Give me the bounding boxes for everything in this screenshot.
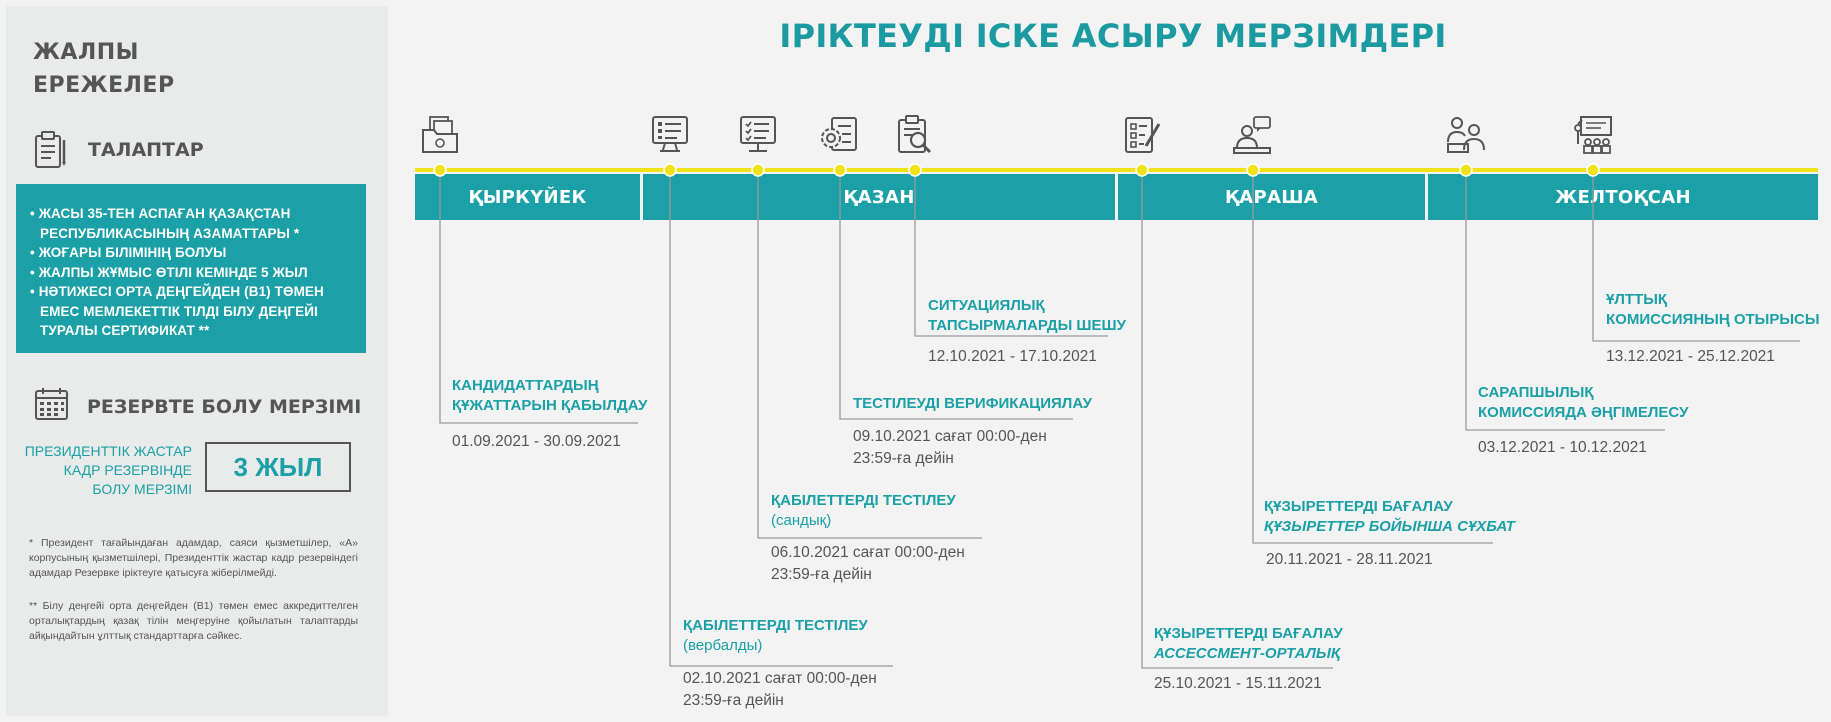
event-date-interview: 20.11.2021 - 28.11.2021 (1266, 551, 1433, 568)
event-date-expert-commission: 03.12.2021 - 10.12.2021 (1478, 439, 1647, 456)
month-december: ЖЕЛТОҚСАН (1428, 174, 1818, 220)
reserve-value: 3 ЖЫЛ (205, 442, 351, 492)
footnote-2: ** Білу деңгейі орта деңгейден (B1) төмен емес аккредиттелген орталықтардың қазақ тілін меңгеруіне қойылатын талаптарды айқындайтын ұлттық стандарттарға сәйкес. (29, 600, 358, 642)
panel-title: ЖАЛПЫ ЕРЕЖЕЛЕР (33, 40, 175, 98)
requirements-title: ТАЛАПТАР (88, 139, 204, 161)
event-date-national-commission: 13.12.2021 - 25.12.2021 (1606, 348, 1775, 365)
reserve-label: ПРЕЗИДЕНТТІК ЖАСТАР КАДР РЕЗЕРВІНДЕ БОЛУ МЕРЗІМІ (24, 443, 192, 497)
event-date-situational: 12.10.2021 - 17.10.2021 (928, 348, 1097, 365)
gear-checklist-icon (818, 114, 860, 156)
presentation-group-icon (1573, 114, 1615, 156)
event-title-national-commission: ҰЛТТЫҚ КОМИССИЯНЫҢ ОТЫРЫСЫ (1606, 291, 1820, 328)
event-date-numeric-test: 06.10.2021 сағат 00:00-ден 23:59-ға дейін (771, 544, 965, 583)
requirement-item: • ЖАСЫ 35-ТЕН АСПАҒАН ҚАЗАҚСТАН РЕСПУБЛИКАСЫНЫҢ АЗАМАТТАРЫ * (30, 204, 356, 243)
folder-documents-icon (420, 114, 460, 156)
interview-icon (1232, 114, 1276, 156)
month-november: ҚАРАША (1118, 174, 1425, 220)
page-title: ІРІКТЕУДІ ІСКЕ АСЫРУ МЕРЗІМДЕРІ (779, 17, 1447, 55)
event-date-documents: 01.09.2021 - 30.09.2021 (452, 433, 621, 450)
event-date-verification: 09.10.2021 сағат 00:00-ден 23:59-ға дейін (853, 428, 1047, 467)
event-title-situational: СИТУАЦИЯЛЫҚ ТАПСЫРМАЛАРДЫ ШЕШУ (928, 297, 1126, 334)
requirement-item: • ЖОҒАРЫ БІЛІМІНІҢ БОЛУЫ (30, 243, 356, 263)
event-date-verbal-test: 02.10.2021 сағат 00:00-ден 23:59-ға дейін (683, 670, 877, 709)
event-date-assessment-center: 25.10.2021 - 15.11.2021 (1154, 675, 1322, 692)
event-title-verification: ТЕСТІЛЕУДІ ВЕРИФИКАЦИЯЛАУ (853, 395, 1092, 412)
month-october: ҚАЗАН (643, 174, 1115, 220)
checklist-pen-icon (1122, 114, 1162, 156)
monitor-checklist-icon (738, 114, 778, 156)
footnote-1: * Президент тағайындаған адамдар, саяси қызметшілер, «А» корпусының қызметшілері, Президенттік жастар кадр резервіндегі адамдар Резервке іріктеуге қатысуға жіберілмейді. (29, 537, 358, 579)
event-title-documents: КАНДИДАТТАРДЫҢ ҚҰЖАТТАРЫН ҚАБЫЛДАУ (452, 377, 648, 414)
event-title-assessment-center: ҚҰЗЫРЕТТЕРДІ БАҒАЛАУ АССЕССМЕНТ-ОРТАЛЫҚ (1154, 625, 1343, 662)
reserve-title: РЕЗЕРВТЕ БОЛУ МЕРЗІМІ (87, 396, 362, 418)
monitor-test-icon (650, 114, 690, 156)
event-title-interview: ҚҰЗЫРЕТТЕРДІ БАҒАЛАУ ҚҰЗЫРЕТТЕР БОЙЫНША СҰХБАТ (1264, 498, 1515, 535)
event-title-numeric-test: ҚАБІЛЕТТЕРДІ ТЕСТІЛЕУ (сандық) (771, 492, 956, 529)
commission-icon (1446, 114, 1486, 156)
event-title-verbal-test: ҚАБІЛЕТТЕРДІ ТЕСТІЛЕУ (вербалды) (683, 617, 868, 654)
event-title-expert-commission: САРАПШЫЛЫҚ КОМИССИЯДА ӘҢГІМЕЛЕСУ (1478, 384, 1689, 421)
month-september: ҚЫРКҮЙЕК (415, 174, 640, 220)
clipboard-search-icon (895, 114, 935, 156)
requirement-item: • НӘТИЖЕСІ ОРТА ДЕҢГЕЙДЕН (B1) ТӨМЕН ЕМЕС МЕМЛЕКЕТТІК ТІЛДІ БІЛУ ДЕҢГЕЙІ ТУРАЛЫ СЕРТИФИКАТ ** (30, 282, 356, 341)
requirement-item: • ЖАЛПЫ ЖҰМЫС ӨТІЛІ КЕМІНДЕ 5 ЖЫЛ (30, 263, 356, 283)
